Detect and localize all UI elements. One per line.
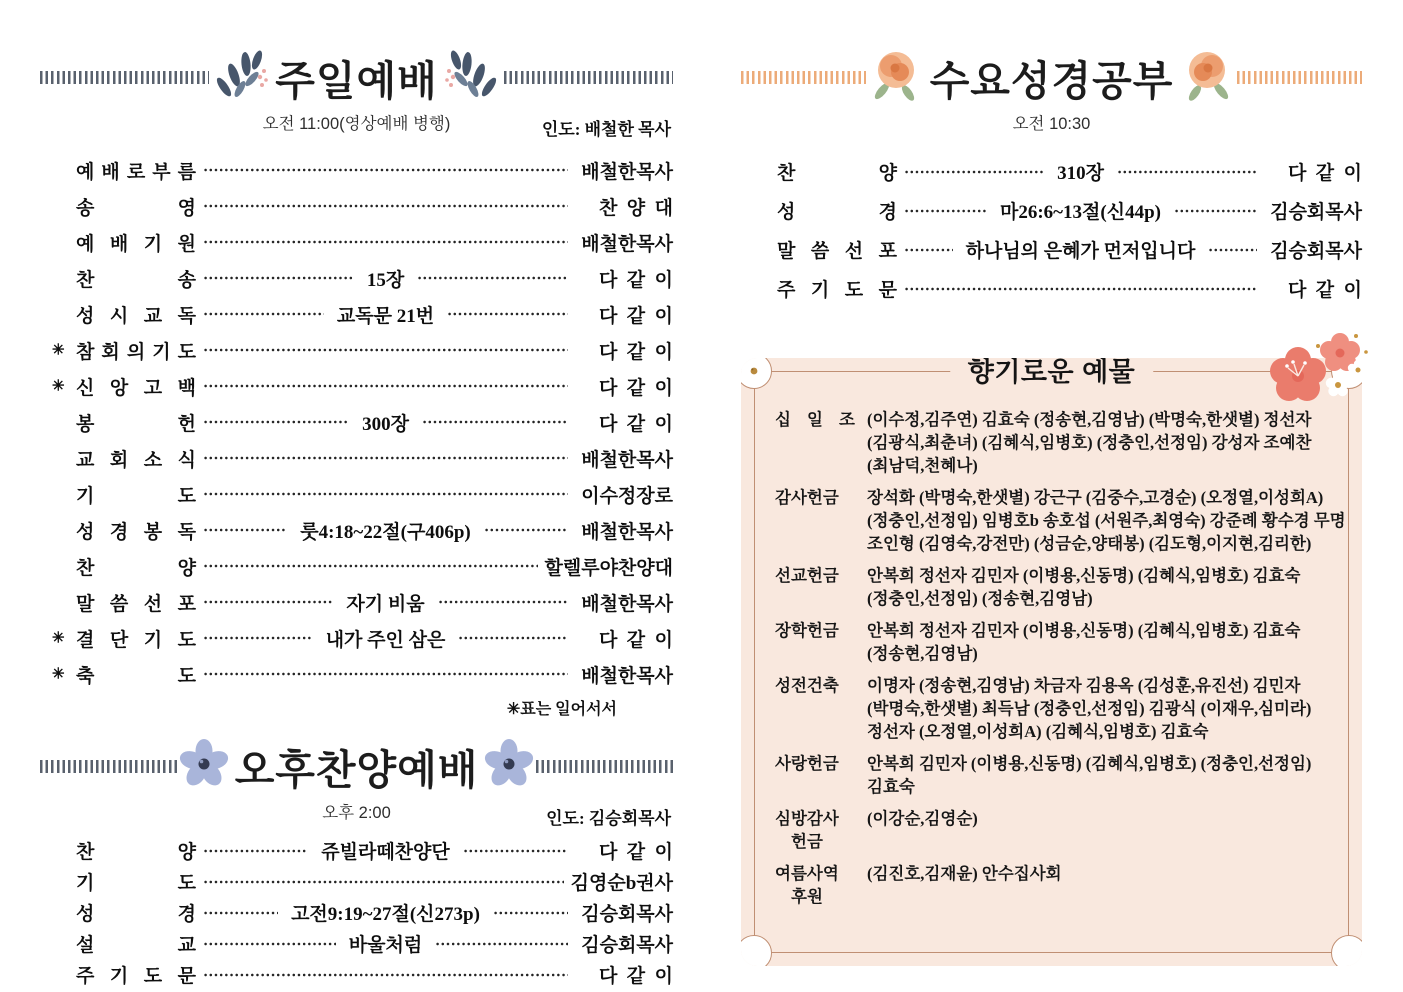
offering-entry xyxy=(775,752,1340,798)
dotted-leader xyxy=(203,196,568,216)
order-label: 결 단 기 도 xyxy=(76,629,196,651)
order-value: 배철한목사 xyxy=(581,665,673,687)
order-value: 다 같 이 xyxy=(598,413,674,435)
offerings-box xyxy=(741,358,1362,966)
order-label: 축 도 xyxy=(76,665,196,687)
order-row xyxy=(40,620,673,656)
order-label: 교 회 소 식 xyxy=(76,449,196,471)
donor-line: (이수정,김주연) 김효숙 (정송현,김영남) (박명숙,한샛별) 정선자 xyxy=(867,410,1312,429)
offering-type-text: 감사헌금 xyxy=(775,488,839,507)
donor-line: 조인형 (김영숙,강전만) (성금순,양태봉) (김도형,이지현,김리한) xyxy=(867,534,1312,553)
order-label: 찬 양 xyxy=(76,842,196,863)
order-row xyxy=(40,928,673,959)
standing-marker: ✳ xyxy=(52,342,65,359)
stripe-divider xyxy=(1237,71,1362,84)
order-label: 주 기 도 문 xyxy=(76,966,196,987)
dotted-leader xyxy=(203,664,568,684)
offering-entry xyxy=(775,619,1340,665)
order-label: 성 경 봉 독 xyxy=(76,521,196,543)
order-label: 성 경 xyxy=(777,202,897,223)
dotted-leader xyxy=(435,934,568,954)
order-center: 하나님의 은혜가 먼저입니다 xyxy=(965,241,1196,262)
order-label: 성 시 교 독 xyxy=(76,305,196,327)
offering-type-text: 사랑헌금 xyxy=(775,754,839,773)
order-row xyxy=(40,440,673,476)
order-row xyxy=(40,584,673,620)
afternoon-subheader xyxy=(40,799,673,829)
offering-entry xyxy=(775,564,1340,610)
dotted-leader xyxy=(203,592,333,612)
dotted-leader xyxy=(203,934,336,954)
order-value: 다 같 이 xyxy=(598,341,673,363)
wednesday-study-header xyxy=(741,44,1362,110)
dotted-leader xyxy=(203,304,324,324)
dotted-leader xyxy=(203,556,538,576)
order-row xyxy=(741,230,1362,269)
offering-type-text: 헌금 xyxy=(791,832,823,851)
standing-note: ✳표는 일어서서 xyxy=(506,701,617,718)
offering-type-text: 장학헌금 xyxy=(775,621,839,640)
right-column xyxy=(741,44,1362,966)
standing-marker: ✳ xyxy=(52,666,65,683)
order-value: 배철한목사 xyxy=(581,521,673,543)
donor-line: 정선자 (오정열,이성희A) (김혜식,임병호) 김효숙 xyxy=(867,722,1209,741)
dotted-leader xyxy=(203,520,287,540)
service-time: 오전 10:30 xyxy=(1012,115,1091,133)
sunday-subheader xyxy=(40,110,673,140)
dotted-leader xyxy=(203,340,568,360)
offering-type-label xyxy=(775,486,855,555)
order-value: 찬 양 대 xyxy=(598,197,673,219)
offering-donors xyxy=(867,564,1340,610)
order-center: 교독문 21번 xyxy=(336,305,435,327)
offering-type-label xyxy=(775,564,855,610)
donor-line: 안복희 김민자 (이병용,신동명) (김혜식,임병호) (정충인,선정임) xyxy=(867,754,1312,773)
order-row xyxy=(40,835,673,866)
order-row xyxy=(40,897,673,928)
purple-flower-icon xyxy=(179,739,229,794)
order-row xyxy=(40,959,673,990)
order-label: 말 씀 선 포 xyxy=(777,241,897,262)
dotted-leader xyxy=(1174,201,1257,221)
offering-type-label xyxy=(775,807,855,853)
offering-type-label xyxy=(775,674,855,743)
section-title-afternoon: 오후찬양예배 xyxy=(234,746,479,793)
dotted-leader xyxy=(203,872,564,892)
order-row xyxy=(741,191,1362,230)
donor-line: 안복희 정선자 김민자 (이병용,신동명) (김혜식,임병호) 김효숙 xyxy=(867,566,1301,585)
order-row xyxy=(40,866,673,897)
section-title-sunday: 주일예배 xyxy=(275,57,438,104)
order-row xyxy=(40,656,673,692)
dotted-leader xyxy=(417,268,568,288)
purple-flower-icon xyxy=(484,739,534,794)
donor-line: 김효숙 xyxy=(867,777,915,796)
order-value: 김승회목사 xyxy=(1270,202,1362,223)
offering-entry xyxy=(775,674,1340,743)
order-value: 배철한목사 xyxy=(581,449,673,471)
donor-line: (박명숙,한샛별) 최득남 (정충인,선정임) 김광식 (이재우,심미라) xyxy=(867,699,1312,718)
standing-marker: ✳ xyxy=(52,378,65,395)
offering-type-text: 심방감사 xyxy=(775,809,839,828)
order-row xyxy=(40,224,673,260)
standing-marker: ✳ xyxy=(52,630,65,647)
stripe-divider xyxy=(504,71,673,84)
order-value: 배철한목사 xyxy=(581,593,674,615)
order-row xyxy=(40,368,673,404)
dotted-leader xyxy=(904,240,953,260)
dotted-leader xyxy=(458,628,568,648)
offering-donors xyxy=(867,486,1346,555)
order-value: 김승회목사 xyxy=(1270,241,1362,262)
offering-donors xyxy=(867,752,1340,798)
order-center: 310장 xyxy=(1057,163,1104,184)
offering-type-label xyxy=(775,619,855,665)
afternoon-order-list xyxy=(40,835,673,990)
donor-line: (정충인,선정임) (정송현,김영남) xyxy=(867,589,1093,608)
order-row xyxy=(40,260,673,296)
order-row xyxy=(741,269,1362,308)
order-value: 다 같 이 xyxy=(598,305,674,327)
wednesday-order-list xyxy=(741,152,1362,308)
order-row xyxy=(40,548,673,584)
coral-blossom-icon xyxy=(1252,322,1370,427)
dotted-leader xyxy=(484,520,568,540)
dotted-leader xyxy=(463,841,568,861)
donor-line: (김진호,김재윤) 안수집사회 xyxy=(867,864,1062,883)
order-value: 다 같 이 xyxy=(598,966,673,987)
offering-donors xyxy=(867,862,1340,908)
dotted-leader xyxy=(203,448,568,468)
donor-line: 장석화 (박명숙,한샛별) 강근구 (김중수,고경순) (오정열,이성희A) xyxy=(867,488,1324,507)
dotted-leader xyxy=(203,268,354,288)
order-label: 주 기 도 문 xyxy=(777,280,897,301)
order-center: 마26:6~13절(신44p) xyxy=(1000,202,1161,223)
order-label: 찬 양 xyxy=(777,163,897,184)
offering-type-label xyxy=(775,752,855,798)
dotted-leader xyxy=(904,279,1257,299)
order-center: 고전9:19~27절(신273p) xyxy=(291,904,480,925)
section-title-wednesday: 수요성경공부 xyxy=(929,57,1174,104)
order-value: 김승회목사 xyxy=(581,935,674,956)
order-label: 예 배 기 원 xyxy=(76,233,196,255)
offering-entry xyxy=(775,807,1340,853)
service-leader: 인도: 배철한 목사 xyxy=(541,120,671,139)
order-value: 배철한목사 xyxy=(581,233,673,255)
order-label: 말 씀 선 포 xyxy=(76,593,196,615)
offering-entry xyxy=(775,862,1340,908)
order-row xyxy=(40,188,673,224)
corner-notch xyxy=(1331,935,1362,966)
offering-donors xyxy=(867,807,1340,853)
order-row xyxy=(40,332,673,368)
stripe-divider xyxy=(40,71,209,84)
order-label: 예 배 로 부 름 xyxy=(76,161,196,183)
leaf-branch-icon xyxy=(211,47,269,108)
dotted-leader xyxy=(203,412,349,432)
offerings-list xyxy=(775,408,1346,917)
dotted-leader xyxy=(1117,162,1257,182)
order-value: 이수정장로 xyxy=(581,485,673,507)
offerings-title: 향기로운 예물 xyxy=(950,358,1154,390)
orange-rose-icon xyxy=(868,46,924,109)
afternoon-service-header xyxy=(40,733,673,799)
offering-type-text: 후원 xyxy=(791,887,823,906)
dotted-leader xyxy=(203,484,568,504)
order-value: 다 같 이 xyxy=(598,842,674,863)
donor-line: (이강순,김영순) xyxy=(867,809,978,828)
dotted-leader xyxy=(203,376,568,396)
dotted-leader xyxy=(447,304,568,324)
offering-type-text: 선교헌금 xyxy=(775,566,839,585)
sunday-worship-header xyxy=(40,44,673,110)
dotted-leader xyxy=(904,201,987,221)
offering-type-label xyxy=(775,408,855,477)
order-label: 참 회 의 기 도 xyxy=(76,341,196,363)
order-row xyxy=(40,152,673,188)
order-label: 설 교 xyxy=(76,935,196,956)
order-value: 김승회목사 xyxy=(581,904,674,925)
offering-type-text: 여름사역 xyxy=(775,864,839,883)
donor-line: (정송현,김영남) xyxy=(867,644,978,663)
offering-donors xyxy=(867,674,1340,743)
order-value: 다 같 이 xyxy=(598,377,673,399)
order-center: 자기 비움 xyxy=(346,593,425,615)
stripe-divider xyxy=(741,71,866,84)
offering-type-text: 십 일 조 xyxy=(775,410,855,429)
stripe-divider xyxy=(40,760,177,773)
offerings-section xyxy=(741,358,1362,966)
donor-line: (최남덕,천혜나) xyxy=(867,456,978,475)
order-row xyxy=(40,476,673,512)
order-value: 배철한목사 xyxy=(581,161,673,183)
dotted-leader xyxy=(422,412,568,432)
left-column xyxy=(40,44,673,990)
order-center: 300장 xyxy=(362,413,409,435)
service-leader: 인도: 김승회목사 xyxy=(546,809,671,828)
dotted-leader xyxy=(1208,240,1257,260)
dotted-leader xyxy=(203,232,568,252)
order-center: 쥬빌라떼찬양단 xyxy=(321,842,450,863)
dotted-leader xyxy=(438,592,568,612)
offering-type-text: 성전건축 xyxy=(775,676,839,695)
dotted-leader xyxy=(203,965,568,985)
dotted-leader xyxy=(493,903,568,923)
offering-donors xyxy=(867,619,1340,665)
dotted-leader xyxy=(203,628,313,648)
order-label: 찬 송 xyxy=(76,269,196,291)
order-label: 기 도 xyxy=(76,485,196,507)
order-label: 봉 헌 xyxy=(76,413,196,435)
dotted-leader xyxy=(203,841,308,861)
order-label: 송 영 xyxy=(76,197,196,219)
donor-line: 안복희 정선자 김민자 (이병용,신동명) (김혜식,임병호) 김효숙 xyxy=(867,621,1301,640)
order-row xyxy=(40,296,673,332)
order-label: 기 도 xyxy=(76,873,196,894)
dotted-leader xyxy=(904,162,1044,182)
wednesday-subheader xyxy=(741,110,1362,140)
order-center: 15장 xyxy=(366,269,405,291)
order-row xyxy=(40,512,673,548)
order-center: 내가 주인 삼은 xyxy=(325,629,446,651)
donor-line: (김광식,최춘녀) (김혜식,임병호) (정충인,선정임) 강성자 조예찬 xyxy=(867,433,1312,452)
order-value: 다 같 이 xyxy=(1287,280,1362,301)
orange-rose-icon xyxy=(1179,46,1235,109)
leaf-branch-icon xyxy=(444,47,502,108)
white-flower-icon xyxy=(741,358,769,391)
donor-line: (정충인,선정임) 임병호b 송호섭 (서원주,최영숙) 강준례 황수경 무명 xyxy=(867,511,1346,530)
order-value: 다 같 이 xyxy=(598,269,674,291)
dotted-leader xyxy=(203,903,278,923)
order-center: 룻4:18~22절(구406p) xyxy=(300,521,471,543)
order-value: 할렐루야찬양대 xyxy=(544,557,673,579)
order-value: 다 같 이 xyxy=(1287,163,1363,184)
order-label: 신 앙 고 백 xyxy=(76,377,196,399)
sunday-order-list xyxy=(40,152,673,692)
order-label: 성 경 xyxy=(76,904,196,925)
offering-entry xyxy=(775,486,1346,555)
service-time: 오전 11:00(영상예배 병행) xyxy=(262,115,451,133)
order-label: 찬 양 xyxy=(76,557,196,579)
dotted-leader xyxy=(203,160,568,180)
order-value: 다 같 이 xyxy=(598,629,673,651)
order-row xyxy=(741,152,1362,191)
order-center: 바울처럼 xyxy=(348,935,423,956)
order-value: 김영순b권사 xyxy=(570,873,673,894)
offering-type-label xyxy=(775,862,855,908)
service-time: 오후 2:00 xyxy=(322,804,391,822)
stripe-divider xyxy=(536,760,673,773)
donor-line: 이명자 (정송현,김영남) 차금자 김용옥 (김성훈,유진선) 김민자 xyxy=(867,676,1301,695)
order-row xyxy=(40,404,673,440)
